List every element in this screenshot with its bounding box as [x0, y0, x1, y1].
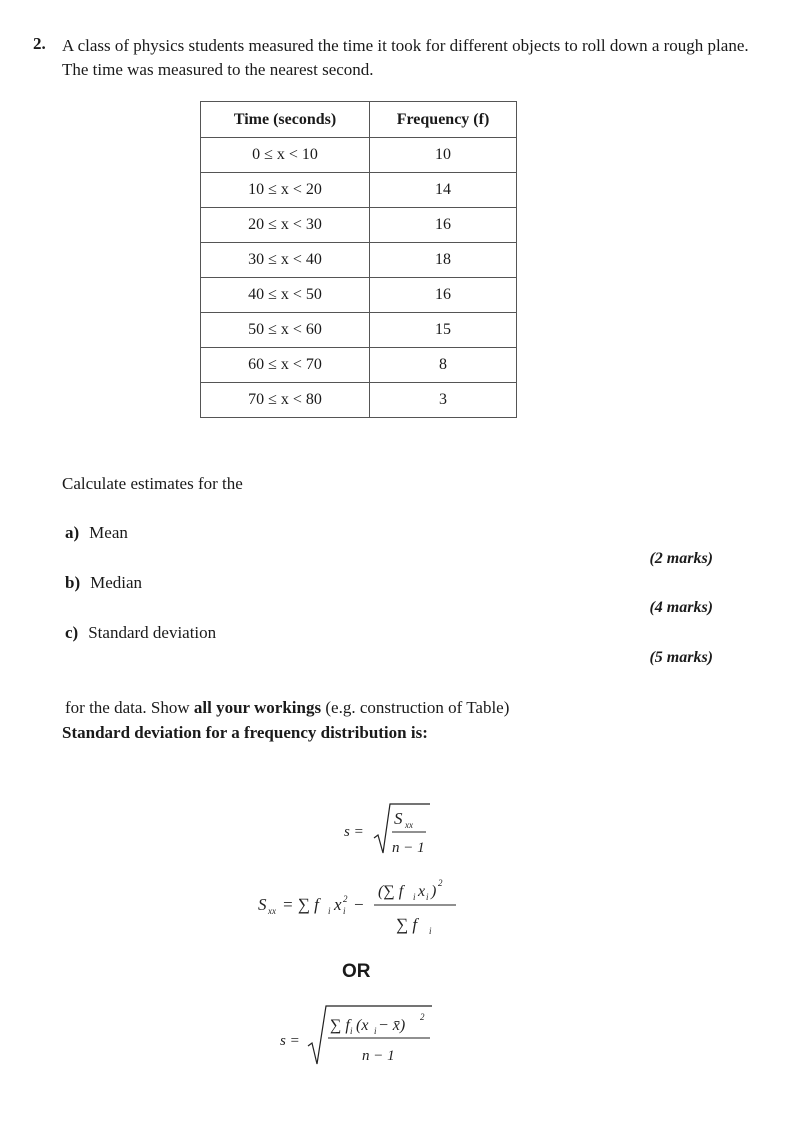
formula2-i5: i [429, 926, 432, 936]
formula2-den: ∑ f [396, 915, 418, 934]
formula2-i4: i [426, 892, 429, 902]
formula3-den: n − 1 [362, 1048, 395, 1064]
table-header-row [201, 102, 517, 138]
formula1-num-sub: xx [405, 820, 413, 830]
formula2-minus: − [354, 895, 364, 914]
frequency-cell: 18 [370, 243, 517, 278]
workings-instruction [65, 698, 509, 718]
time-interval-cell: 20 ≤ x < 30 [201, 208, 370, 243]
formula1-den: n − 1 [392, 840, 425, 856]
frequency-cell: 14 [370, 173, 517, 208]
table-row [201, 243, 517, 278]
time-interval-cell: 10 ≤ x < 20 [201, 173, 370, 208]
formula3-i1: i [350, 1026, 353, 1036]
formula2-i3: i [413, 892, 416, 902]
formula2-num: (∑ f [378, 883, 404, 900]
formula2-i1: i [328, 906, 331, 916]
formula2-numx: x [418, 883, 426, 900]
question-text: A class of physics students measured the time it took for different objects to roll down a rough plane. The time was measured to the nearest second. [62, 36, 749, 79]
part-b-marks: (4 marks) [649, 599, 713, 616]
formula3-lhs: s = [280, 1033, 300, 1049]
formula-s-sqrt-sxx [330, 800, 450, 860]
formula2-sq2: 2 [438, 878, 443, 888]
formula2-numclose: ) [431, 883, 437, 900]
formula2-i2: i [343, 906, 346, 916]
or-separator: OR [342, 961, 371, 982]
table-row [201, 173, 517, 208]
sd-formula-title: Standard deviation for a frequency distribution is: [62, 723, 428, 742]
formula3-num-xbar: − x̄) [378, 1017, 406, 1034]
table-row [201, 138, 517, 173]
table-row [201, 383, 517, 418]
table-row [201, 348, 517, 383]
table-row [201, 278, 517, 313]
part-c [65, 623, 216, 643]
formula2-lhs: S [258, 895, 267, 914]
header-time: Time (seconds) [201, 102, 370, 138]
workings-bold: all your workings [193, 698, 322, 717]
workings-pre: for the data. Show [65, 698, 194, 717]
frequency-cell: 16 [370, 208, 517, 243]
formula2-sum: = ∑ f [282, 895, 319, 914]
time-interval-cell: 0 ≤ x < 10 [201, 138, 370, 173]
formula-sxx [250, 870, 480, 945]
part-a [65, 523, 128, 543]
frequency-cell: 16 [370, 278, 517, 313]
workings-post: (e.g. construction of Table) [321, 698, 510, 717]
calculate-intro: Calculate estimates for the [62, 474, 243, 493]
formula3-sq: 2 [420, 1012, 425, 1022]
time-interval-cell: 40 ≤ x < 50 [201, 278, 370, 313]
time-interval-cell: 50 ≤ x < 60 [201, 313, 370, 348]
time-interval-cell: 30 ≤ x < 40 [201, 243, 370, 278]
frequency-cell: 3 [370, 383, 517, 418]
frequency-cell: 8 [370, 348, 517, 383]
time-interval-cell: 70 ≤ x < 80 [201, 383, 370, 418]
part-b-text: Median [90, 573, 143, 592]
frequency-cell: 10 [370, 138, 517, 173]
frequency-table [200, 101, 517, 418]
formula2-x: x [334, 895, 342, 914]
formula2-lhs-sub: xx [268, 906, 276, 916]
question-number: 2. [33, 34, 46, 53]
part-b [65, 573, 142, 593]
formula-s-alt [270, 1000, 450, 1075]
part-c-marks: (5 marks) [649, 649, 713, 666]
frequency-cell: 15 [370, 313, 517, 348]
formula1-lhs: s = [344, 824, 364, 840]
part-b-label: b) [65, 573, 81, 592]
header-frequency: Frequency (f) [370, 102, 517, 138]
time-interval-cell: 60 ≤ x < 70 [201, 348, 370, 383]
formula3-i2: i [374, 1026, 377, 1036]
table-row [201, 313, 517, 348]
part-c-label: c) [65, 623, 79, 642]
part-c-text: Standard deviation [88, 623, 217, 642]
part-a-label: a) [65, 523, 80, 542]
table-row [201, 208, 517, 243]
part-a-text: Mean [89, 523, 128, 542]
formula2-sq1: 2 [343, 894, 348, 904]
formula3-num-x: (x [356, 1017, 369, 1034]
formula3-num-sum: ∑ f [330, 1017, 350, 1034]
part-a-marks: (2 marks) [649, 550, 713, 567]
formula1-num: S [394, 809, 403, 828]
